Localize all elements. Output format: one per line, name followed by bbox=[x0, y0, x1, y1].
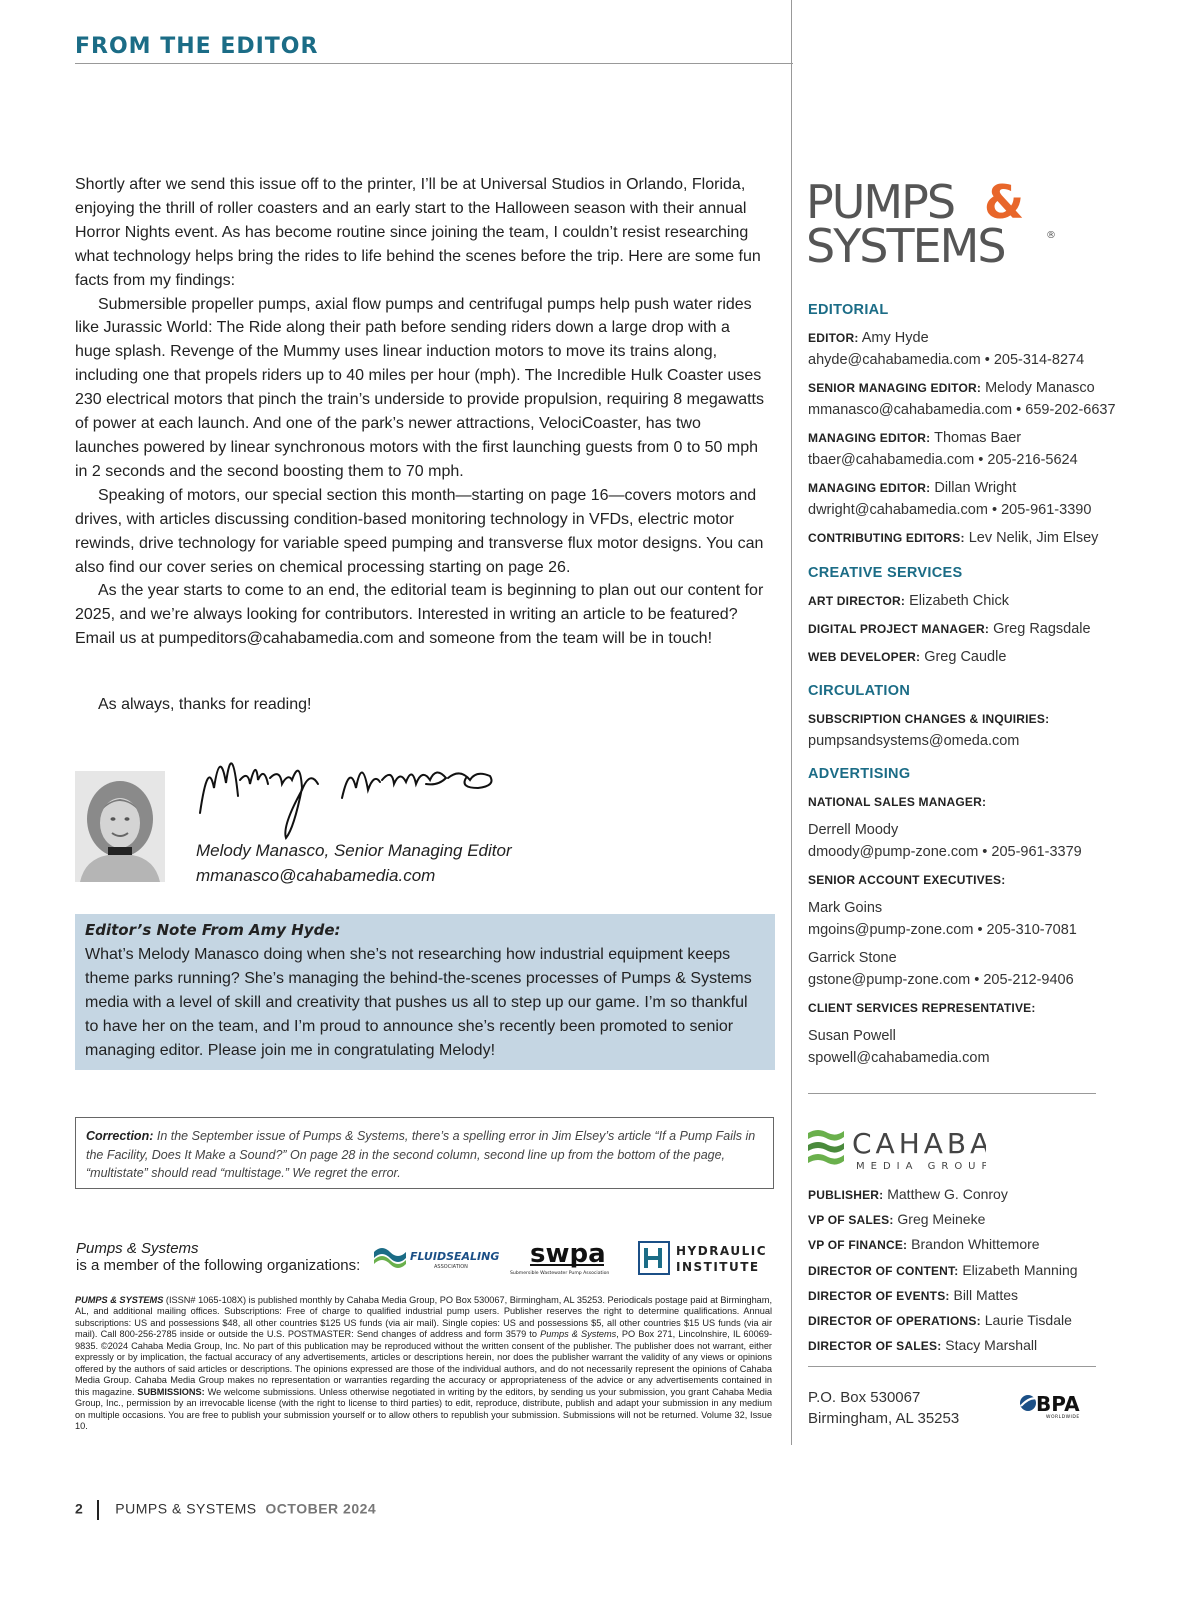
hydraulic-institute-logo bbox=[638, 1240, 770, 1276]
footer-divider bbox=[97, 1500, 99, 1520]
section-title: FROM THE EDITOR bbox=[75, 34, 319, 59]
csr-label: CLIENT SERVICES REPRESENTATIVE: bbox=[808, 1001, 1036, 1015]
staff-name: Elizabeth Manning bbox=[962, 1261, 1078, 1278]
staff-name: Bill Mattes bbox=[953, 1286, 1019, 1303]
me2-name: Dillan Wright bbox=[934, 480, 1017, 496]
author-photo bbox=[75, 771, 165, 882]
editor-letter bbox=[75, 173, 765, 651]
staff-name: Greg Meineke bbox=[897, 1211, 986, 1228]
fine-print-text-1: (ISSN# 1065-108X) is published monthly by Cahaba Media Group, PO Box 530067, Birmingham, AL 35253. Periodicals postage paid at Birmingham, AL, and additional mailing offices. Subscriptions: Free of charge to qualified industrial pump users. Publisher reserves the right to determine qualifications. Annual subscriptions: US and possessions $48, all other countries $125 US funds (via air mail). Single copies: US and possessions $5, all other countries $15 US funds (via air mail). Call 800-256-2785 inside or outside the U.S. POSTMASTER: Send changes of address and form 3579 to bbox=[75, 1295, 772, 1340]
hydraulic-text-2: INSTITUTE bbox=[676, 1260, 760, 1274]
page-footer bbox=[75, 1500, 376, 1520]
me1-contact[interactable]: tbaer@cahabamedia.com • 205-216-5624 bbox=[808, 452, 1078, 468]
circulation-heading: CIRCULATION bbox=[808, 683, 911, 699]
sae2-contact[interactable]: gstone@pump-zone.com • 205-212-9406 bbox=[808, 972, 1074, 988]
csr-name: Susan Powell bbox=[808, 1028, 896, 1044]
sub-email[interactable]: pumpsandsystems@omeda.com bbox=[808, 733, 1020, 749]
column-divider bbox=[791, 0, 792, 1445]
sub-label: SUBSCRIPTION CHANGES & INQUIRIES: bbox=[808, 712, 1050, 726]
advertising-heading: ADVERTISING bbox=[808, 766, 911, 782]
staff-label: VP OF SALES: bbox=[808, 1213, 894, 1228]
address-rule bbox=[808, 1366, 1096, 1367]
contrib-names: Lev Nelik, Jim Elsey bbox=[968, 530, 1099, 546]
bpa-logo bbox=[1018, 1390, 1094, 1420]
address-line-2: Birmingham, AL 35253 bbox=[808, 1410, 960, 1427]
me1-label: MANAGING EDITOR: bbox=[808, 431, 931, 445]
staff-name: Matthew G. Conroy bbox=[887, 1186, 1008, 1202]
membership-text: is a member of the following organizations: bbox=[76, 1257, 361, 1274]
web-name: Greg Caudle bbox=[924, 649, 1007, 665]
masthead-rule bbox=[808, 1093, 1096, 1094]
me1-name: Thomas Baer bbox=[934, 430, 1022, 446]
web-label: WEB DEVELOPER: bbox=[808, 650, 921, 664]
sme-name: Melody Manasco bbox=[985, 380, 1095, 396]
masthead-advertising bbox=[808, 763, 1128, 1069]
byline-email[interactable]: mmanasco@cahabamedia.com bbox=[196, 866, 436, 885]
me2-contact[interactable]: dwright@cahabamedia.com • 205-961-3390 bbox=[808, 502, 1092, 518]
byline bbox=[196, 838, 512, 888]
masthead-creative bbox=[808, 562, 1128, 668]
header-rule bbox=[75, 63, 793, 64]
fine-print-pub: PUMPS & SYSTEMS bbox=[75, 1295, 164, 1305]
logo-amp: & bbox=[984, 176, 1025, 229]
editor-name: Amy Hyde bbox=[861, 330, 929, 346]
fluid-sealing-sub: ASSOCIATION bbox=[434, 1264, 468, 1270]
letter-paragraph: As the year starts to come to an end, the editorial team is beginning to plan out our content for 2025, and we’re always looking for contributors. Interested in writing an article to be featured? Email us at pumpeditors@cahabamedia.com and someone from the team will be in touch! bbox=[75, 582, 764, 648]
nsm-name: Derrell Moody bbox=[808, 822, 899, 838]
fine-print-text-3: We welcome submissions. Unless otherwise negotiated in writing by the editors, by sending us your submission, you grant Cahaba Media Group, Inc., permission by an irrevocable license (with the right to license to third parties) to edit, reproduce, distribute, publish and adapt your submission in any medium on multiple occasions. You are free to publish your submission yourself or to allow others to republish your submission. Submissions will not be returned. Volume 32, Issue 10. bbox=[75, 1386, 772, 1431]
staff-label: PUBLISHER: bbox=[808, 1188, 884, 1202]
hydraulic-text-1: HYDRAULIC bbox=[676, 1244, 768, 1258]
cahaba-staff bbox=[808, 1182, 1128, 1358]
csr-email[interactable]: spowell@cahabamedia.com bbox=[808, 1050, 990, 1066]
editors-note-title: Editor’s Note From Amy Hyde: bbox=[85, 921, 341, 939]
logo-line2: SYSTEMS bbox=[806, 219, 1005, 272]
staff-label: DIRECTOR OF SALES: bbox=[808, 1339, 942, 1354]
letter-closing: As always, thanks for reading! bbox=[98, 696, 312, 713]
me2-label: MANAGING EDITOR: bbox=[808, 481, 931, 495]
staff-label: DIRECTOR OF EVENTS: bbox=[808, 1288, 950, 1303]
letter-paragraph: Speaking of motors, our special section this month—starting on page 16—covers motors and drives, with articles discussing condition-based monitoring technology in VFDs, electric motor rewinds, drive technology for variable speed pumping and transverse flux motor designs. You can also find our cover series on chemical processing starting on page 26. bbox=[75, 486, 764, 576]
pumps-systems-logo bbox=[806, 176, 1066, 272]
masthead-circulation bbox=[808, 680, 1128, 752]
membership-statement bbox=[76, 1240, 360, 1274]
correction-box bbox=[75, 1117, 774, 1189]
footer-magazine: PUMPS & SYSTEMS bbox=[115, 1500, 257, 1517]
letter-paragraph: Shortly after we send this issue off to the printer, I’ll be at Universal Studios in Orlando, Florida, enjoying the thrill of roller coasters and an early start to the Halloween season with their annual Horror Nights event. As has become routine since joining the team, I couldn’t resist researching what technology helps bring the rides to life behind the scenes before the trip. Here are some fun facts from my findings: bbox=[75, 176, 761, 289]
staff-name: Brandon Whittemore bbox=[911, 1236, 1040, 1253]
creative-heading: CREATIVE SERVICES bbox=[808, 565, 963, 581]
masthead-editorial bbox=[808, 299, 1128, 549]
staff-label: DIRECTOR OF OPERATIONS: bbox=[808, 1314, 981, 1329]
cahaba-sub: MEDIA GROUP bbox=[856, 1161, 986, 1172]
cahaba-word: CAHABA bbox=[852, 1127, 986, 1160]
sme-contact[interactable]: mmanasco@cahabamedia.com • 659-202-6637 bbox=[808, 402, 1116, 418]
editors-note-body: What’s Melody Manasco doing when she’s not researching how industrial equipment keeps theme parks running? She’s managing the behind-the-scenes processes of Pumps & Systems media with a level of skill and creativity that pushes us all to step up our game. I’m so thankful to have her on the team, and I’m proud to announce she’s recently been promoted to senior managing editor. Please join me in congratulating Melody! bbox=[85, 945, 752, 1059]
sae1-contact[interactable]: mgoins@pump-zone.com • 205-310-7081 bbox=[808, 922, 1077, 938]
swpa-text: swpa bbox=[530, 1239, 606, 1269]
fluid-sealing-logo bbox=[372, 1240, 502, 1274]
bpa-text: BPA bbox=[1036, 1392, 1080, 1416]
cahaba-logo bbox=[806, 1125, 986, 1175]
editors-note-box bbox=[75, 914, 775, 1070]
page-number: 2 bbox=[75, 1500, 84, 1517]
fine-print bbox=[75, 1295, 772, 1432]
logo-reg: ® bbox=[1046, 230, 1056, 241]
letter-paragraph: Submersible propeller pumps, axial flow pumps and centrifugal pumps help push water rides like Jurassic World: The Ride along their path before sending riders down a large drop with a huge splash. Revenge of the Mummy uses linear induction motors to move its trains along, including one that propels riders up to 40 miles per hour (mph). The Incredible Hulk Coaster uses 230 electrical motors that pinch the train’s underside to provide propulsion, requiring 8 megawatts of power at each launch. And one of the park’s newer attractions, VelociCoaster, has two launches powered by linear synchronous motors with the first launching guests from 0 to 50 mph in 2 seconds and the second boosting them to 70 mph. bbox=[75, 295, 764, 480]
fine-print-pub-2: Pumps & Systems bbox=[540, 1329, 617, 1340]
address-line-1: P.O. Box 530067 bbox=[808, 1389, 921, 1406]
correction-text: In the September issue of Pumps & Systems, there’s a spelling error in Jim Elsey’s article “If a Pump Fails in the Facility, Does It Make a Sound?” On page 28 in the second column, second line up from the bottom of the page, “multistate” should read “multistage.” We regret the error. bbox=[86, 1129, 756, 1181]
swpa-sub: Submersible Wastewater Pump Association bbox=[510, 1271, 610, 1276]
editor-contact[interactable]: ahyde@cahabamedia.com • 205-314-8274 bbox=[808, 352, 1085, 368]
fine-print-submissions: SUBMISSIONS: bbox=[137, 1386, 205, 1397]
fluid-sealing-text: FLUIDSEALING bbox=[410, 1250, 500, 1263]
staff-name: Stacy Marshall bbox=[945, 1337, 1038, 1354]
sae2-name: Garrick Stone bbox=[808, 950, 897, 966]
sme-label: SENIOR MANAGING EDITOR: bbox=[808, 381, 982, 395]
dpm-label: DIGITAL PROJECT MANAGER: bbox=[808, 622, 990, 636]
sae1-name: Mark Goins bbox=[808, 900, 883, 916]
bpa-sub: WORLDWIDE bbox=[1046, 1415, 1080, 1420]
dpm-name: Greg Ragsdale bbox=[993, 621, 1091, 637]
fine-print-text-2: , PO Box 271, Lincolnshire, IL 60069-9835. ©2024 Cahaba Media Group, Inc. No part of this publication may be reproduced without the written consent of the publisher. The publisher does not warrant, either expressly or by implication, the factual accuracy of any advertisements, articles or descriptions herein, nor does the publisher warrant the validity of any views or opinions offered by the authors of said articles or descriptions. The opinions expressed are those of the individual authors, and do not necessarily represent the opinions of Cahaba Media Group. Cahaba Media Group makes no representation or warranties regarding the accuracy or appropriateness of the advice or any advertisements contained in this magazine. bbox=[75, 1329, 772, 1397]
signature bbox=[190, 718, 510, 843]
logo-line1: PUMPS bbox=[806, 176, 955, 229]
contrib-label: CONTRIBUTING EDITORS: bbox=[808, 531, 965, 545]
correction-label: Correction: bbox=[86, 1129, 154, 1143]
swpa-logo bbox=[510, 1238, 628, 1278]
byline-name: Melody Manasco, Senior Managing Editor bbox=[196, 841, 512, 860]
sae-label: SENIOR ACCOUNT EXECUTIVES: bbox=[808, 873, 1006, 887]
staff-label: VP OF FINANCE: bbox=[808, 1238, 908, 1253]
staff-name: Laurie Tisdale bbox=[984, 1312, 1072, 1329]
nsm-label: NATIONAL SALES MANAGER: bbox=[808, 795, 987, 809]
nsm-contact[interactable]: dmoody@pump-zone.com • 205-961-3379 bbox=[808, 844, 1082, 860]
footer-issue: OCTOBER 2024 bbox=[265, 1500, 377, 1517]
editorial-heading: EDITORIAL bbox=[808, 302, 889, 318]
staff-label: DIRECTOR OF CONTENT: bbox=[808, 1263, 959, 1278]
editor-label: EDITOR: bbox=[808, 331, 859, 345]
membership-publication: Pumps & Systems bbox=[76, 1240, 199, 1257]
art-name: Elizabeth Chick bbox=[909, 593, 1010, 609]
art-label: ART DIRECTOR: bbox=[808, 594, 906, 608]
